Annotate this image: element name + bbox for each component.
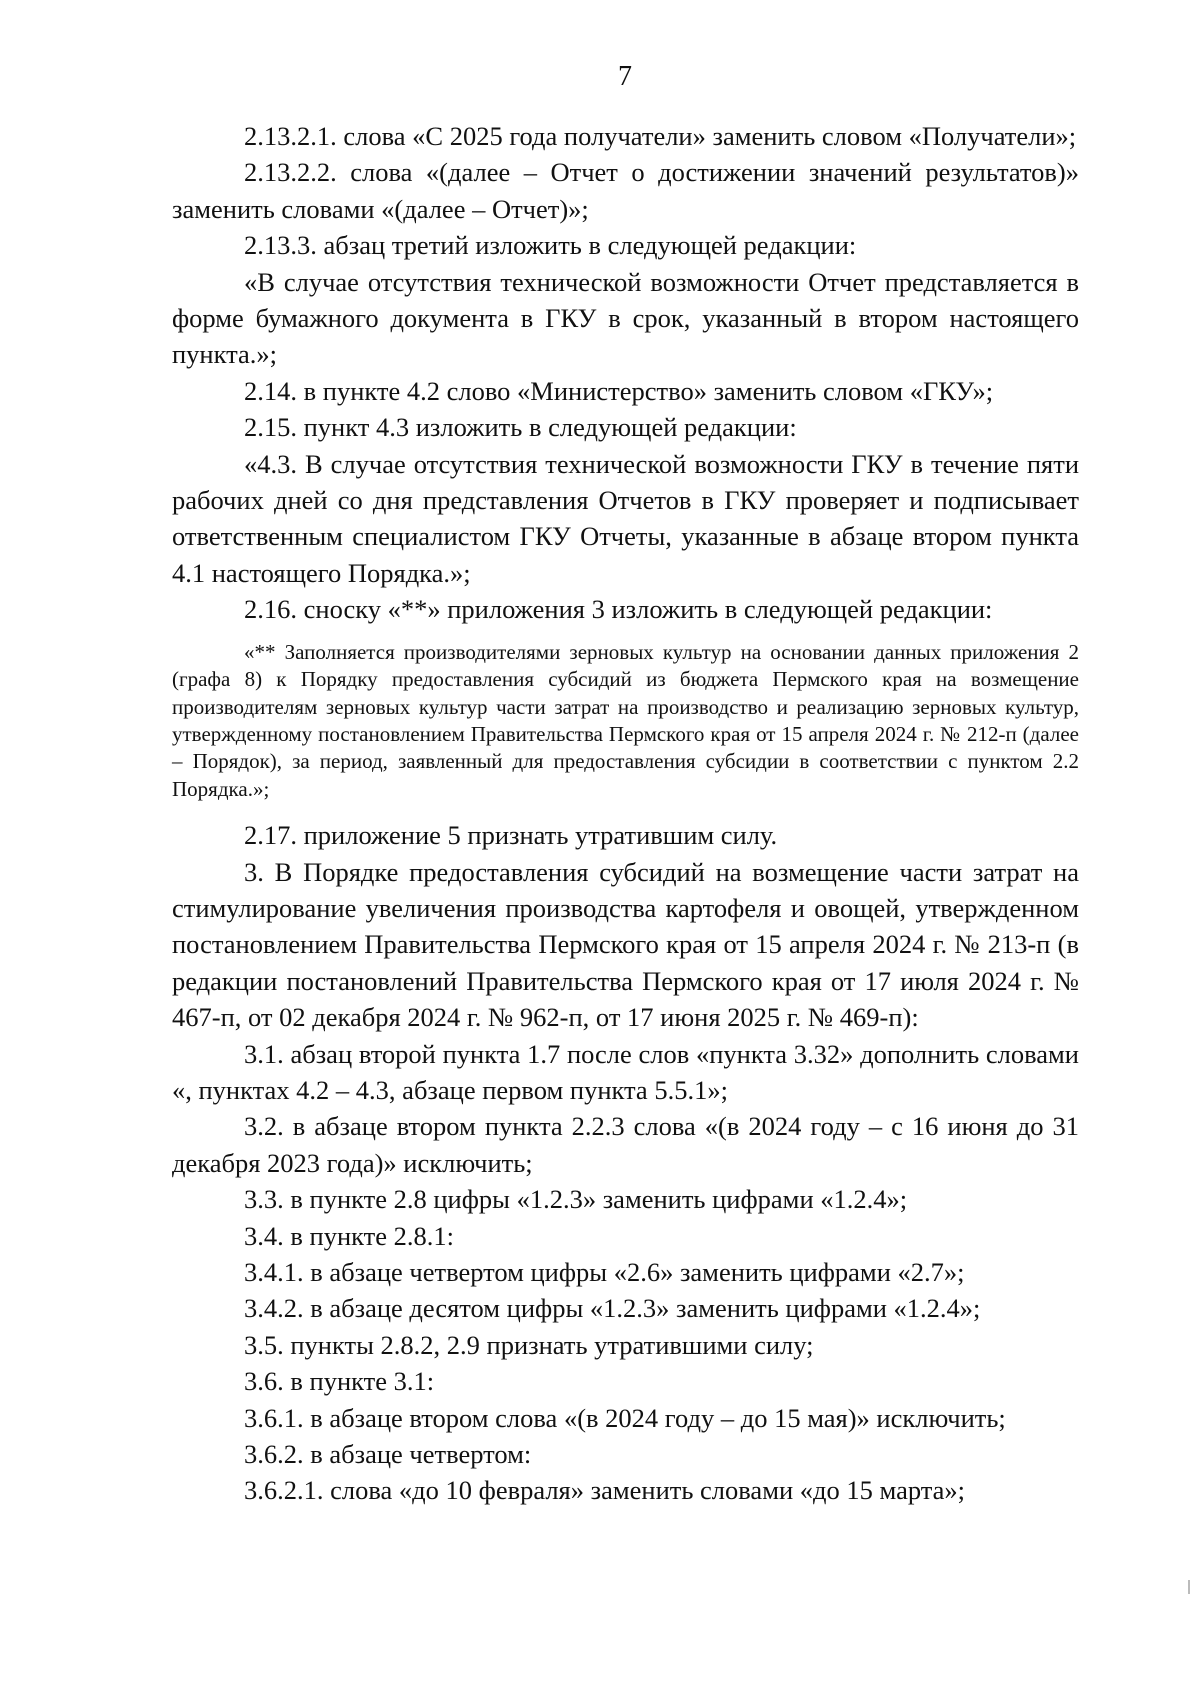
- paragraph: 2.14. в пункте 4.2 слово «Министерство» заменить словом «ГКУ»;: [244, 375, 994, 406]
- paragraph: 3.6. в пункте 3.1:: [244, 1366, 435, 1397]
- paragraph: 2.13.2.2. слова «(далее – Отчет о достижении значений результатов)» заменить словами «(далее – Отчет)»;: [172, 157, 1079, 224]
- scan-edge-mark: [1188, 1580, 1190, 1594]
- paragraph: 3.5. пункты 2.8.2, 2.9 признать утратившими силу;: [244, 1329, 814, 1360]
- paragraph: 3.2. в абзаце втором пункта 2.2.3 слова «(в 2024 году – с 16 июня до 31 декабря 2023 года)» исключить;: [172, 1111, 1079, 1178]
- paragraph: 2.13.2.1. слова «С 2025 года получатели» заменить словом «Получатели»;: [244, 121, 1077, 151]
- paragraph: 3. В Порядке предоставления субсидий на возмещение части затрат на стимулирование увеличения производства картофеля и овощей, утвержденном постановлением Правительства Пермского края от 15 апреля 2024 г. № 213-п (в редакции постановлений Правительства Пермского края от 17 июля 2024 г. № 467-п, от 02 декабря 2024 г. № 962-п, от 17 июня 2025 г. № 469-п):: [172, 856, 1079, 1033]
- paragraph: «В случае отсутствия технической возможности Отчет представляется в форме бумажного документа в ГКУ в срок, указанный в втором настоящего пункта.»;: [172, 266, 1079, 370]
- paragraph: «4.3. В случае отсутствия технической возможности ГКУ в течение пяти рабочих дней со дня представления Отчетов в ГКУ проверяет и подписывает ответственным специалистом ГКУ Отчеты, указанные в абзаце втором пункта 4.1 настоящего Порядка.»;: [172, 448, 1079, 588]
- paragraph: 3.6.1. в абзаце втором слова «(в 2024 году – до 15 мая)» исключить;: [244, 1402, 1006, 1433]
- page-number: 7: [618, 61, 632, 92]
- document-body: [172, 118, 1079, 1509]
- paragraph: 3.4.2. в абзаце десятом цифры «1.2.3» заменить цифрами «1.2.4»;: [244, 1293, 981, 1324]
- paragraph: 2.15. пункт 4.3 изложить в следующей редакции:: [244, 412, 797, 443]
- paragraph: 3.1. абзац второй пункта 1.7 после слов «пункта 3.32» дополнить словами «, пунктах 4.2 – 4.3, абзаце первом пункта 5.5.1»;: [172, 1038, 1079, 1105]
- paragraph: 3.6.2.1. слова «до 10 февраля» заменить словами «до 15 марта»;: [244, 1475, 966, 1506]
- footnote-text: «** Заполняется производителями зерновых культур на основании данных приложения 2 (графа 8) к Порядку предоставления субсидий из бюджета Пермского края на возмещение производителям зерновых культур части затрат на производство и реализацию зерновых культур, утвержденному постановлением Правительства Пермского края от 15 апреля 2024 г. № 212-п (далее – Порядок), за период, заявленный для предоставления субсидии в соответствии с пунктом 2.2 Порядка.»;: [172, 639, 1079, 801]
- paragraph: 3.6.2. в абзаце четвертом:: [244, 1439, 532, 1470]
- paragraph: 2.17. приложение 5 признать утратившим силу.: [244, 820, 778, 851]
- paragraph: 2.16. сноску «**» приложения 3 изложить в следующей редакции:: [244, 594, 993, 625]
- paragraph: 3.4. в пункте 2.8.1:: [244, 1220, 454, 1251]
- paragraph: 2.13.3. абзац третий изложить в следующей редакции:: [244, 230, 857, 261]
- paragraph: 3.4.1. в абзаце четвертом цифры «2.6» заменить цифрами «2.7»;: [244, 1257, 965, 1287]
- paragraph: 3.3. в пункте 2.8 цифры «1.2.3» заменить цифрами «1.2.4»;: [244, 1184, 908, 1215]
